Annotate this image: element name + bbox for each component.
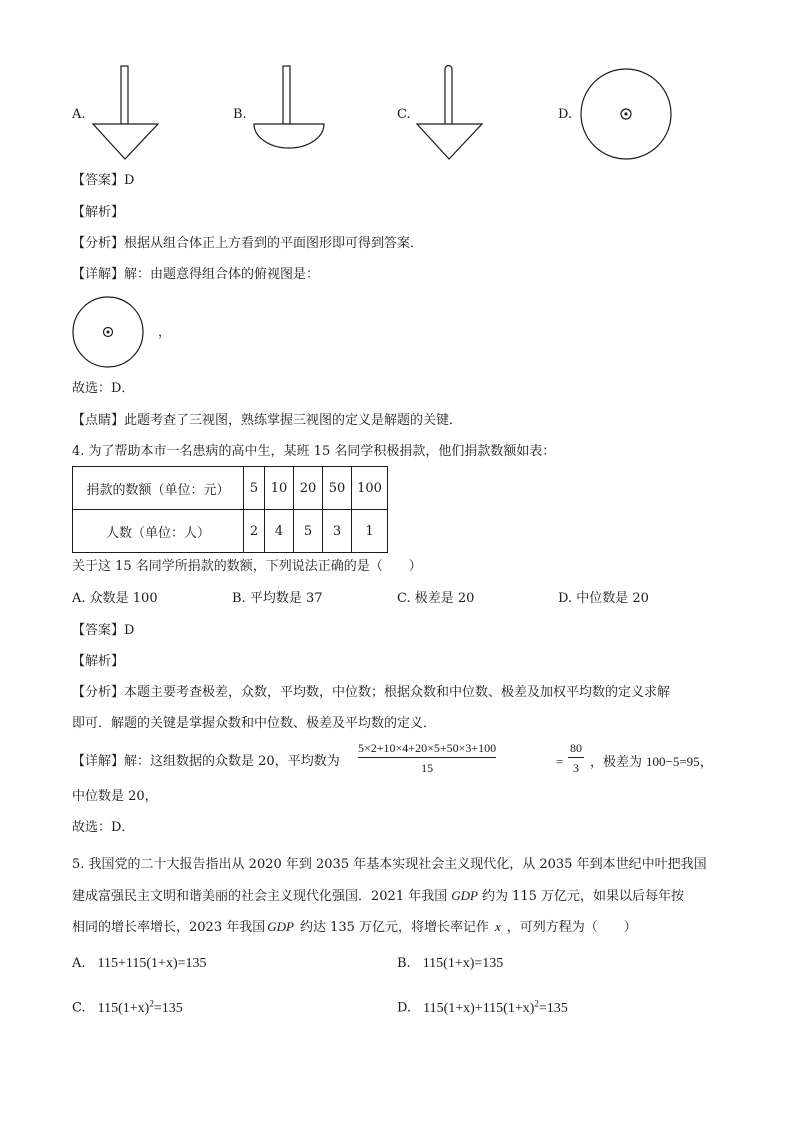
table-header-cell: 人数（单位：人） [73,510,244,553]
option-c-equation: $115(1+x)^2=135$ [97,998,183,1016]
q5-option-d: D. $115(1+x)+115(1+x)^2=135$ [397,998,568,1016]
dianjing-text: 此题考查了三视图，熟练掌握三视图的定义是解题的关键． [124,413,463,428]
xiangjie-tag: 【详解】 [72,267,125,282]
q5-option-a: A. 115+115(1+x)=135 [72,956,207,971]
table-cell: 2 [244,510,265,553]
xiangjie-text: 解：由题意得组合体的俯视图是： [124,267,320,282]
table-cell: 5 [244,467,265,510]
table-cell: 100 [352,467,388,510]
fraction-numerator: 5×2+10×4+20×5+50×3+100 [358,741,497,755]
fraction-numerator: 80 [570,741,582,755]
table-cell: 50 [323,467,352,510]
fenxi-text: 根据从组合体正上方看到的平面图形即可得到答案． [124,236,424,251]
gdp-text: GDP [267,919,294,934]
q5-option-c: C. $115(1+x)^2=135$ [72,998,183,1016]
q4-conclusion: 故选：D． [72,820,135,835]
q4-option-b: B. 平均数是 37 [232,591,323,606]
q5-option-b: B. 115(1+x)=135 [397,956,504,971]
q4-jiexi-line [72,655,124,668]
q4-option-a: A. 众数是 100 [72,591,158,606]
q3-jiexi-line [72,206,124,219]
q3-conclusion: 故选：D． [72,381,135,396]
q3-dianjing-line [72,414,462,427]
q4-option-c: C. 极差是 20 [397,591,475,606]
option-b-label: B. [233,107,247,122]
exponent: 2 [149,998,154,1008]
gdp-text: GDP [451,888,478,903]
answer-value: D [124,173,135,188]
equals-sign: = [556,754,564,769]
option-d-label: D. [558,107,573,122]
option-d-figure [578,66,674,162]
fraction-bar [358,757,496,758]
option-a-label: A. [72,107,86,122]
table-header-cell: 捐款的数额（单位：元） [73,467,244,510]
exponent: 2 [534,998,539,1008]
answer-tag: 【答案】 [72,623,125,638]
q3-xiangjie-line [72,268,319,281]
jiexi-tag: 【解析】 [72,654,125,669]
option-c-figure [412,62,488,164]
fenxi-tag: 【分析】 [72,236,125,251]
option-b-equation: 115(1+x)=135 [422,956,504,971]
donation-table [72,466,388,553]
dianjing-tag: 【点睛】 [72,413,125,428]
q4-fenxi-line1 [72,686,670,699]
option-c-label: C. [397,107,411,122]
table-cell: 20 [294,467,323,510]
q4-stem: 4. 为了帮助本市一名患病的高中生，某班 15 名同学积极捐款，他们捐款数额如表： [72,444,556,459]
q4-answer-line [72,624,134,637]
x-variable: x [495,919,501,934]
table-cell: 3 [323,510,352,553]
top-view-figure [70,294,146,370]
table-row [73,510,388,553]
option-d-equation: $115(1+x)+115(1+x)^2=135$ [423,998,568,1016]
table-cell: 10 [265,467,294,510]
q4-question: 关于这 15 名同学所捐款的数额，下列说法正确的是（ ） [72,559,422,574]
range-line: ，极差为 100−5=95， [590,754,713,770]
answer-value: D [124,623,135,638]
table-cell: 4 [265,510,294,553]
q5-stem-line3: 相同的增长率增长，2023 年我国 GDP 约达 135 万亿元，将增长率记作 x ，可列方程为（ ） [72,919,637,935]
xiangjie-tag: 【详解】 [72,754,125,769]
range-expression: 100−5=95 [646,754,700,769]
median-line: 中位数是 20， [72,789,158,804]
fenxi-tag: 【分析】 [72,685,125,700]
mean-fraction [358,742,496,774]
option-b-figure [248,62,330,150]
q4-xiangjie-line [72,755,340,768]
table-cell: 5 [294,510,323,553]
q5-stem-line1: 5. 我国党的二十大报告指出从 2020 年到 2035 年基本实现社会主义现代化，从 2035 年到本世纪中叶把我国 [72,857,707,872]
option-a-figure [88,62,164,164]
answer-tag: 【答案】 [72,173,125,188]
q3-fenxi-line [72,237,423,250]
result-fraction [568,742,584,774]
q5-stem-line2: 建成富强民主文明和谐美丽的社会主义现代化强国．2021 年我国 GDP 约为 115 万亿元，如果以后每年按 [72,888,685,904]
q4-fenxi-line2: 即可．解题的关键是掌握众数和中位数、极差及平均数的定义． [72,716,437,731]
jiexi-tag: 【解析】 [72,205,125,220]
fraction-bar [568,757,584,758]
xiangjie-text: 解：这组数据的众数是 20，平均数为 [124,754,340,769]
fraction-denominator: 15 [421,761,434,775]
comma-text: ， [158,325,172,340]
table-cell: 1 [352,510,388,553]
option-a-equation: 115+115(1+x)=135 [97,956,207,971]
fraction-denominator: 3 [573,761,579,775]
fenxi-text: 本题主要考查极差，众数，平均数，中位数；根据众数和中位数、极差及加权平均数的定义求解 [124,685,671,700]
q4-option-d: D. 中位数是 20 [558,591,649,606]
table-row [73,467,388,510]
q3-answer-line [72,174,134,187]
